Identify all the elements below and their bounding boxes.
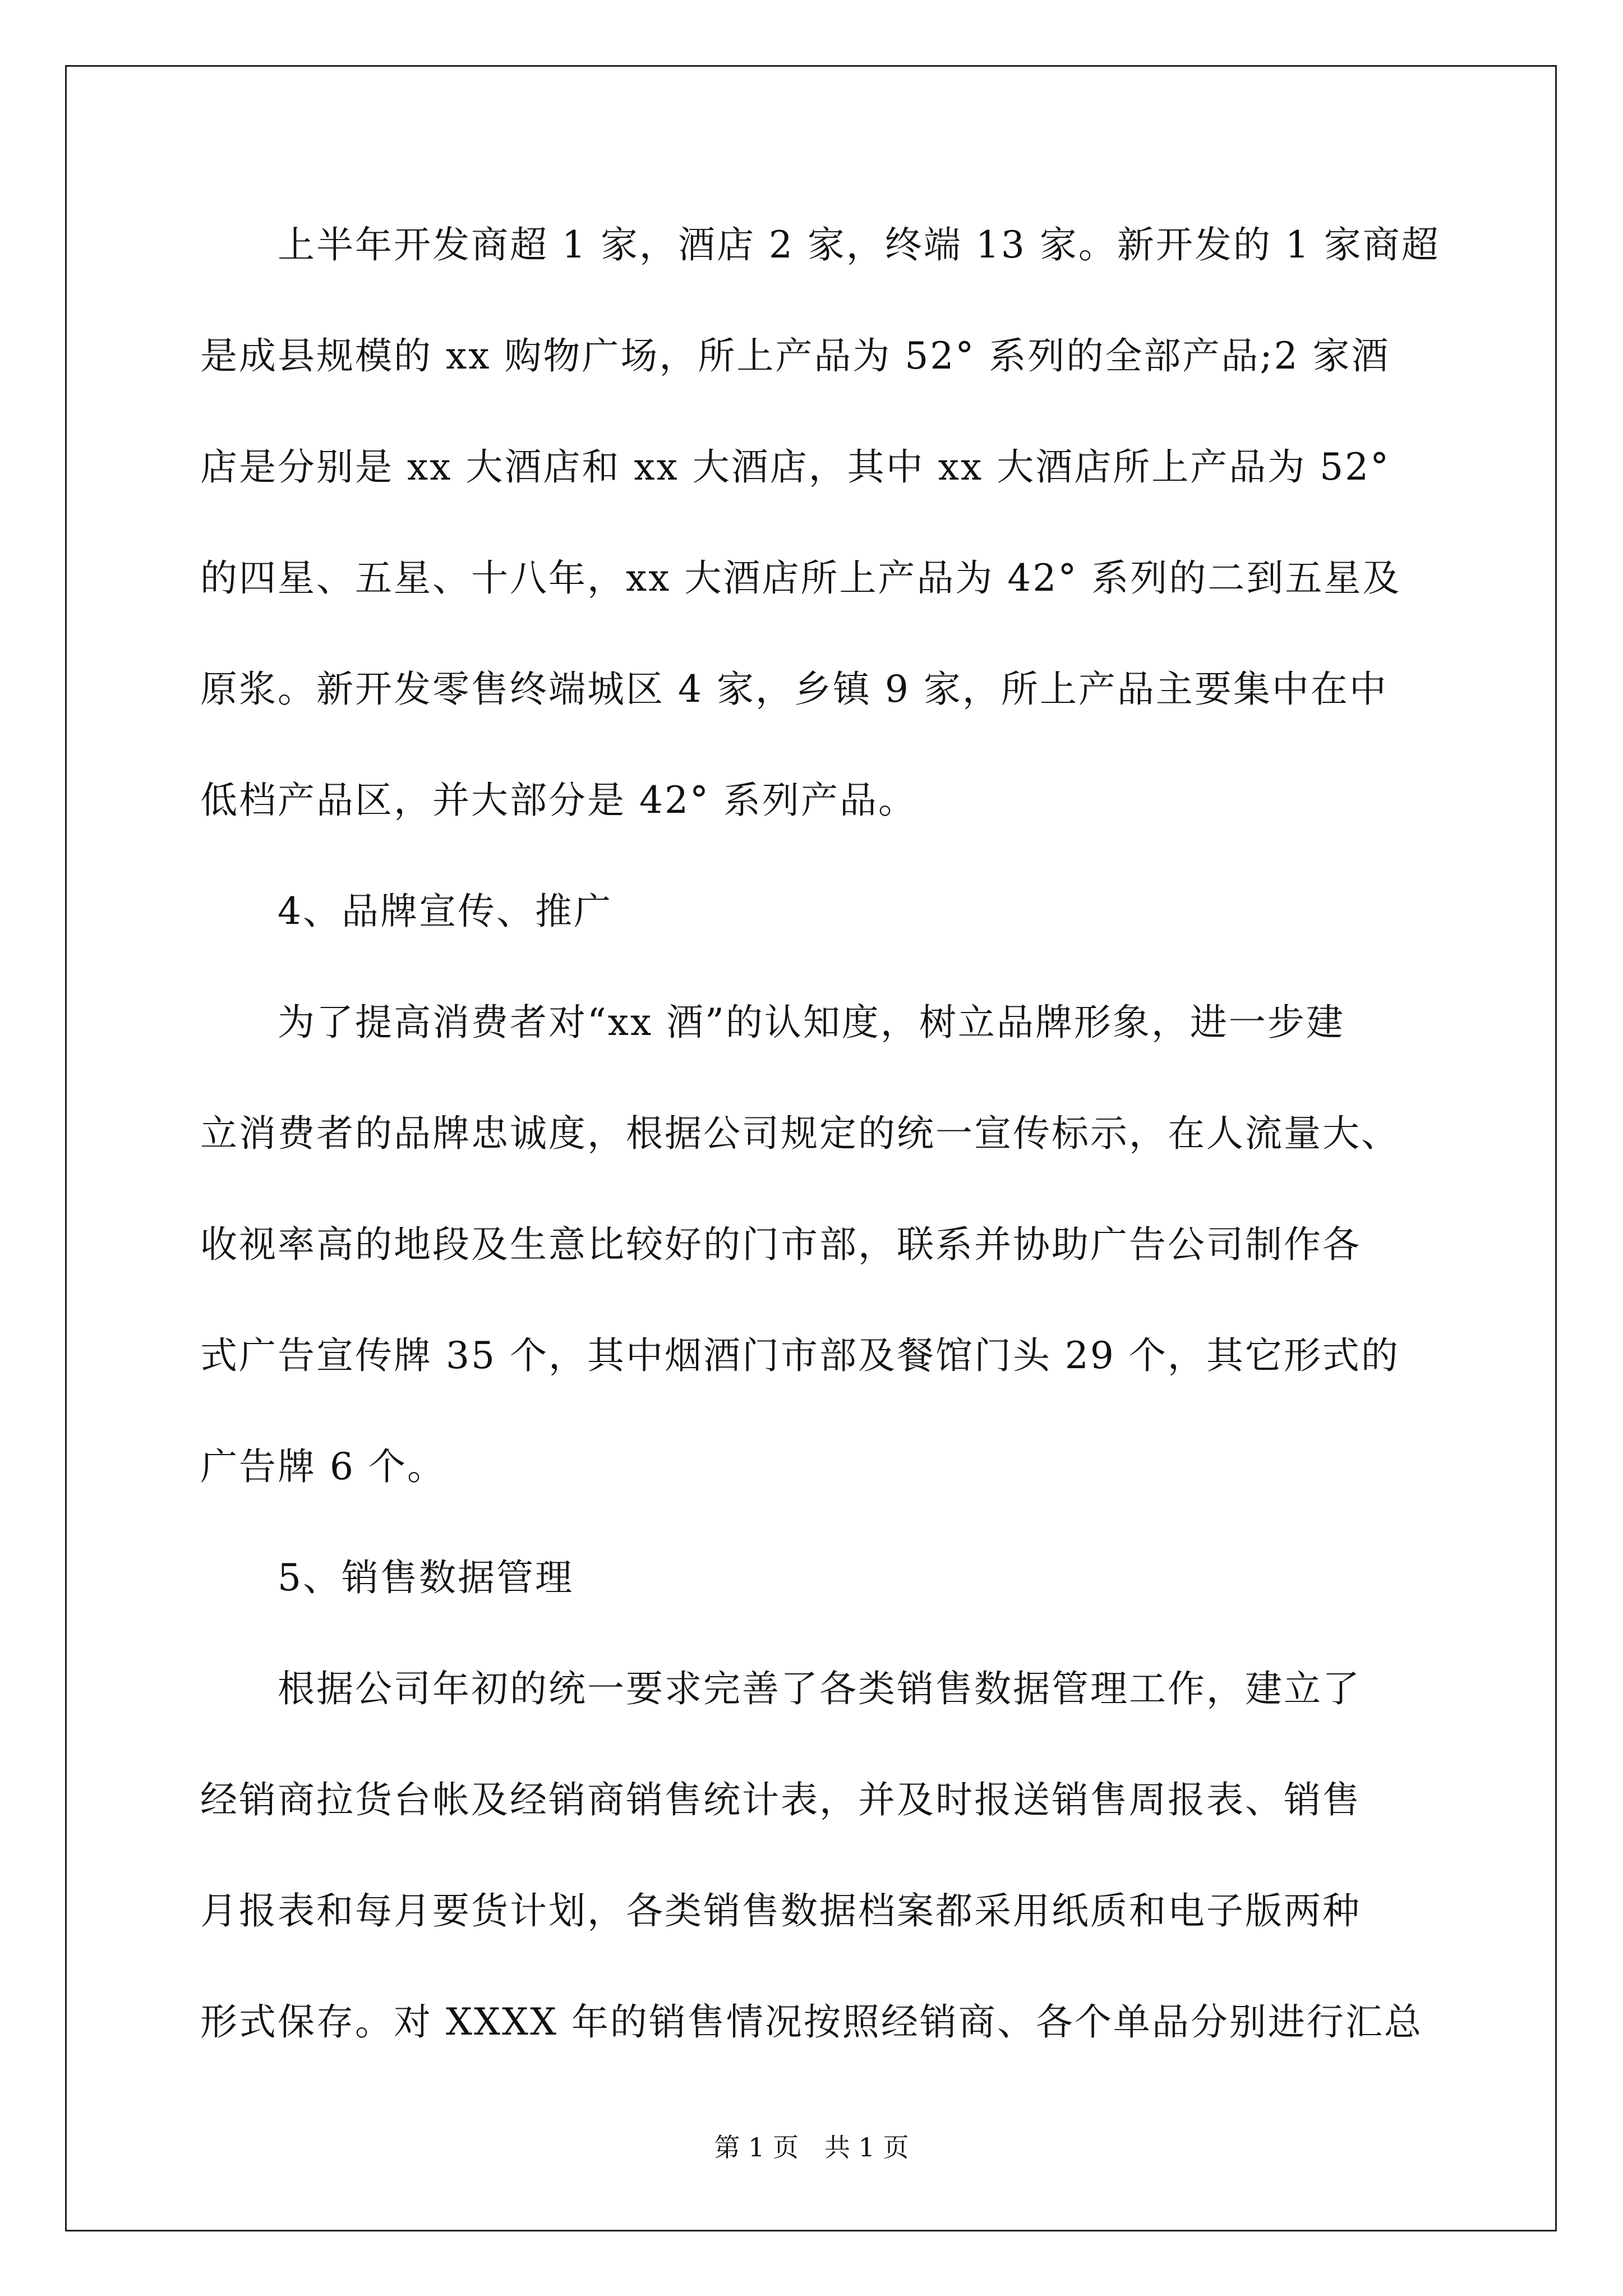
section-heading: 4、品牌宣传、推广 [200,890,612,933]
text-line: 原浆。新开发零售终端城区 4 家，乡镇 9 家，所上产品主要集中在中 [200,668,1388,711]
text-line: 月报表和每月要货计划，各类销售数据档案都采用纸质和电子版两种 [200,1889,1361,1932]
text-line: 上半年开发商超 1 家，酒店 2 家，终端 13 家。新开发的 1 家商超 [200,223,1440,266]
page-footer: 第 1 页 共 1 页 [714,2132,909,2162]
text-line: 立消费者的品牌忠诚度，根据公司规定的统一宣传标示，在人流量大、 [200,1112,1400,1155]
text-line: 是成县规模的 xx 购物广场，所上产品为 52° 系列的全部产品;2 家酒 [200,334,1390,378]
text-line: 店是分别是 xx 大酒店和 xx 大酒店，其中 xx 大酒店所上产品为 52° [200,445,1391,489]
text-line: 广告牌 6 个。 [200,1445,446,1488]
text-line: 形式保存。对 XXXX 年的销售情况按照经销商、各个单品分别进行汇总 [200,2000,1423,2044]
text-line: 的四星、五星、十八年，xx 大酒店所上产品为 42° 系列的二到五星及 [200,556,1401,600]
text-line: 根据公司年初的统一要求完善了各类销售数据管理工作，建立了 [200,1667,1361,1710]
text-line: 低档产品区，并大部分是 42° 系列产品。 [200,779,917,822]
section-heading: 5、销售数据管理 [200,1556,574,1599]
text-line: 经销商拉货台帐及经销商销售统计表，并及时报送销售周报表、销售 [200,1778,1361,1821]
text-line: 为了提高消费者对“xx 酒”的认知度，树立品牌形象，进一步建 [200,1001,1345,1044]
text-line: 式广告宣传牌 35 个，其中烟酒门市部及餐馆门头 29 个，其它形式的 [200,1334,1400,1377]
text-line: 收视率高的地段及生意比较好的门市部，联系并协助广告公司制作各 [200,1223,1361,1266]
